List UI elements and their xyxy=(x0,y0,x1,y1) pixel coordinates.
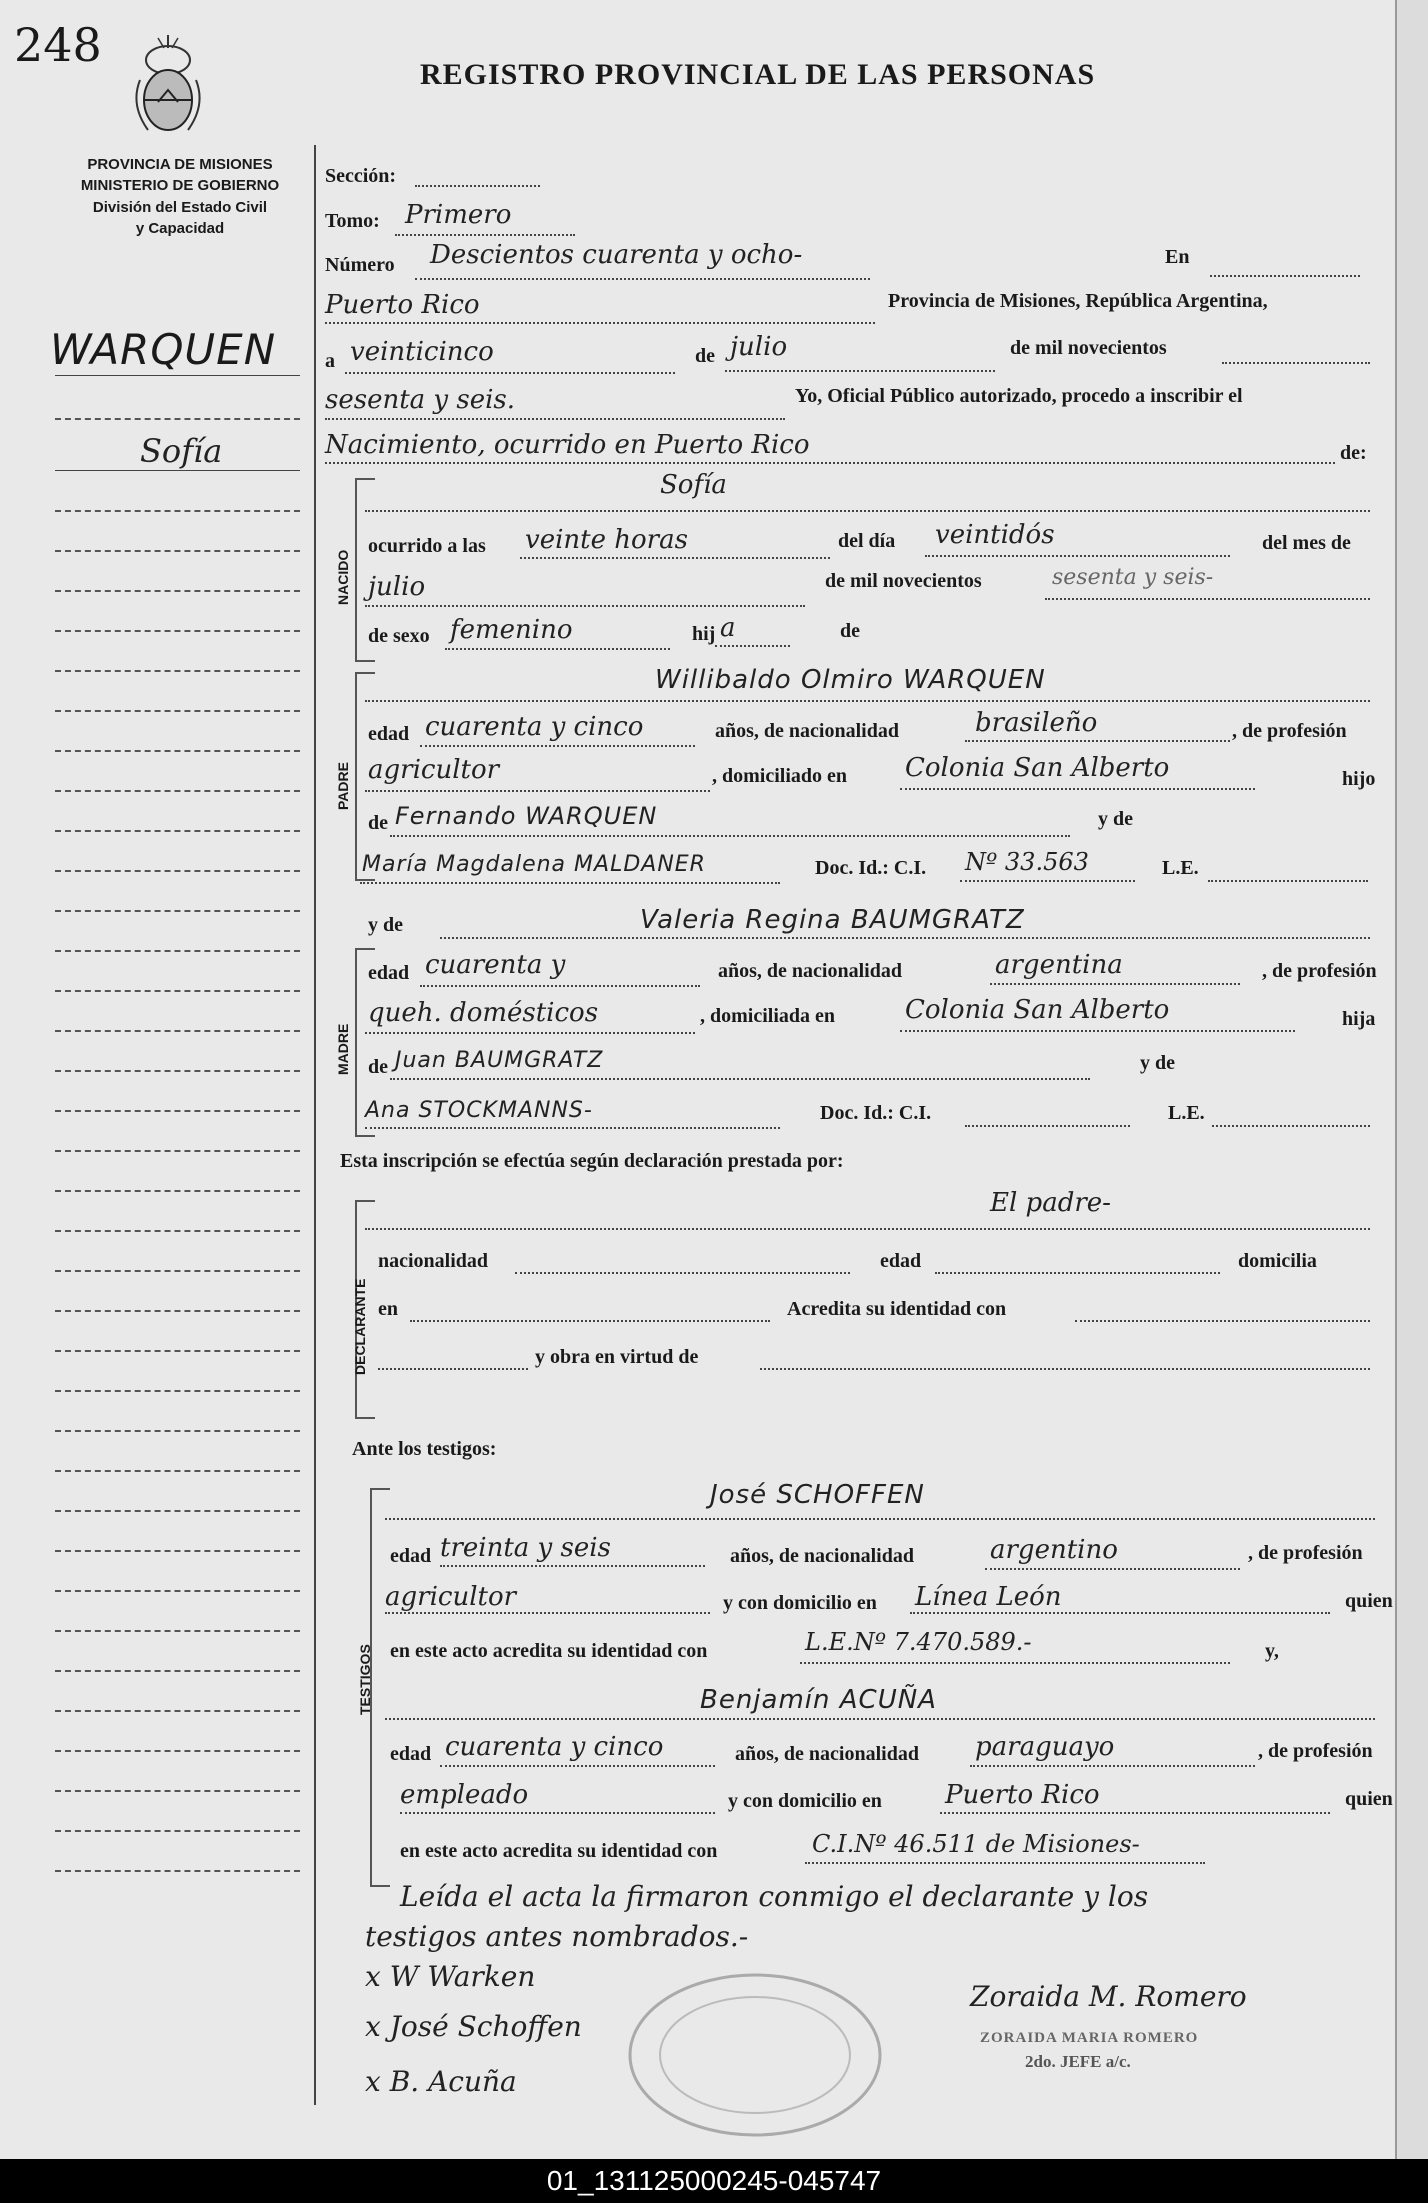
madre-dom-value: Colonia San Alberto xyxy=(905,995,1170,1025)
a-label: a xyxy=(325,350,335,372)
de-colon: de: xyxy=(1340,442,1367,464)
signature-3: x B. Acuña xyxy=(365,2065,517,2098)
t1-edad-value: treinta y seis xyxy=(440,1533,611,1563)
padre-name: Willibaldo Olmiro WARQUEN xyxy=(655,665,1046,695)
declarante-side-label: DECLARANTE xyxy=(352,1278,368,1375)
declarante-intro: Esta inscripción se efectúa según declaración prestada por: xyxy=(340,1150,844,1172)
madre-y-de-label: y de xyxy=(368,914,403,936)
document-footer-id: 01_131125000245-045747 xyxy=(0,2159,1428,2203)
t1-anos-label: años, de nacionalidad xyxy=(730,1545,914,1567)
t1-y-label: y, xyxy=(1265,1640,1279,1662)
madre-prof-value: queh. domésticos xyxy=(368,998,599,1028)
document-title: REGISTRO PROVINCIAL DE LAS PERSONAS xyxy=(420,58,1096,91)
page-number: 248 xyxy=(14,18,102,72)
madre-y-de2-label: y de xyxy=(1140,1052,1175,1074)
numero-label: Número xyxy=(325,254,395,276)
madre-mother-value: Ana STOCKMANNS- xyxy=(365,1098,593,1123)
padre-doc-label: Doc. Id.: C.I. xyxy=(815,857,927,879)
mil-text: de mil novecientos xyxy=(1010,337,1167,359)
padre-doc-value: Nº 33.563 xyxy=(965,848,1089,876)
nacido-mil-label: de mil novecientos xyxy=(825,570,982,592)
official-stamp-name: ZORAIDA MARIA ROMERO xyxy=(980,2030,1199,2046)
margin-surname: WARQUEN xyxy=(50,325,277,374)
testigos-intro: Ante los testigos: xyxy=(352,1438,497,1460)
padre-edad-label: edad xyxy=(368,723,410,745)
madre-edad-label: edad xyxy=(368,962,410,984)
madre-side-label: MADRE xyxy=(335,1023,351,1075)
t1-dom-value: Línea León xyxy=(915,1582,1062,1612)
official-signature: Zoraida M. Romero xyxy=(970,1980,1247,2013)
en-label: En xyxy=(1165,246,1190,268)
declarante-en-label: en xyxy=(378,1298,398,1320)
margin-given-name: Sofía xyxy=(140,432,223,470)
closing-line-1: Leída el acta la firmaron conmigo el declarante y los xyxy=(400,1880,1149,1913)
padre-le-label: L.E. xyxy=(1162,857,1199,879)
madre-prof-label: , de profesión xyxy=(1262,960,1377,982)
nacido-name: Sofía xyxy=(660,470,727,500)
padre-dom-label: , domiciliado en xyxy=(712,765,848,787)
birth-year-value: sesenta y seis- xyxy=(1052,565,1214,590)
madre-de-label: de xyxy=(368,1056,388,1078)
padre-father-value: Fernando WARQUEN xyxy=(395,802,658,830)
nacido-de-label: de xyxy=(840,620,860,642)
madre-doc-label: Doc. Id.: C.I. xyxy=(820,1102,932,1124)
padre-anos-label: años, de nacionalidad xyxy=(715,720,899,742)
signature-1: x W Warken xyxy=(365,1960,536,1993)
t2-edad-label: edad xyxy=(390,1743,432,1765)
birth-month-value: julio xyxy=(368,572,426,602)
t2-acredita-label: en este acto acredita su identidad con xyxy=(400,1840,718,1862)
declarante-nac-label: nacionalidad xyxy=(378,1250,489,1272)
t2-name: Benjamín ACUÑA xyxy=(700,1685,937,1715)
hour-value: veinte horas xyxy=(525,525,688,555)
hij-label: hij xyxy=(692,623,716,645)
madre-anos-label: años, de nacionalidad xyxy=(718,960,902,982)
del-mes-label: del mes de xyxy=(1262,532,1351,554)
oficial-text: Yo, Oficial Público autorizado, procedo a inscribir el xyxy=(795,385,1243,407)
act-value: Nacimiento, ocurrido en Puerto Rico xyxy=(325,430,810,460)
padre-side-label: PADRE xyxy=(335,762,351,810)
padre-de-label: de xyxy=(368,812,388,834)
t1-nac-value: argentino xyxy=(990,1535,1118,1565)
signature-2: x José Schoffen xyxy=(365,2010,582,2043)
month-value: julio xyxy=(730,332,788,362)
declarante-domicilia-label: domicilia xyxy=(1238,1250,1317,1272)
t2-quien-label: quien xyxy=(1345,1788,1393,1810)
t1-acredita-label: en este acto acredita su identidad con xyxy=(390,1640,708,1662)
t2-prof-label: , de profesión xyxy=(1258,1740,1373,1762)
t1-name: José SCHOFFEN xyxy=(710,1480,925,1510)
sexo-value: femenino xyxy=(450,615,573,645)
agency-line-4: y Capacidad xyxy=(135,220,225,237)
t1-edad-label: edad xyxy=(390,1545,432,1567)
del-dia-label: del día xyxy=(838,530,896,552)
t2-doc-value: C.I.Nº 46.511 de Misiones- xyxy=(812,1830,1140,1858)
closing-line-2: testigos antes nombrados.- xyxy=(365,1920,749,1953)
birth-day-value: veintidós xyxy=(935,520,1055,550)
t2-anos-label: años, de nacionalidad xyxy=(735,1743,919,1765)
declarante-acredita-label: Acredita su identidad con xyxy=(787,1298,1007,1320)
madre-name: Valeria Regina BAUMGRATZ xyxy=(640,905,1025,935)
padre-dom-value: Colonia San Alberto xyxy=(905,753,1170,783)
sexo-label: de sexo xyxy=(368,625,430,647)
padre-y-de-label: y de xyxy=(1098,808,1133,830)
agency-line-1: PROVINCIA DE MISIONES xyxy=(87,156,273,173)
year-value: sesenta y seis. xyxy=(325,385,516,415)
t1-con-dom-label: y con domicilio en xyxy=(723,1592,877,1614)
testigos-side-label: TESTIGOS xyxy=(357,1644,373,1715)
hij-value: a xyxy=(720,613,736,643)
madre-edad-value: cuarenta y xyxy=(425,950,566,980)
numero-value: Descientos cuarenta y ocho- xyxy=(430,240,803,270)
t2-dom-value: Puerto Rico xyxy=(945,1780,1100,1810)
madre-nac-value: argentina xyxy=(995,950,1123,980)
official-seal-icon xyxy=(620,1960,890,2140)
t2-nac-value: paraguayo xyxy=(975,1732,1115,1762)
t1-quien-label: quien xyxy=(1345,1590,1393,1612)
agency-line-3: División del Estado Civil xyxy=(92,199,268,216)
declarante-value: El padre- xyxy=(990,1188,1111,1218)
declarante-edad-label: edad xyxy=(880,1250,922,1272)
madre-hija-label: hija xyxy=(1342,1008,1376,1030)
seccion-label: Sección: xyxy=(325,165,397,187)
nacido-side-label: NACIDO xyxy=(335,549,351,605)
agency-line-2: MINISTERIO DE GOBIERNO xyxy=(80,177,280,194)
coat-of-arms-icon xyxy=(128,30,208,140)
declarante-obra-label: y obra en virtud de xyxy=(535,1346,699,1368)
madre-le-label: L.E. xyxy=(1168,1102,1205,1124)
padre-mother-value: María Magdalena MALDANER xyxy=(362,852,706,877)
padre-prof-value: agricultor xyxy=(368,755,500,785)
padre-hijo-label: hijo xyxy=(1342,768,1376,790)
t2-prof-value: empleado xyxy=(400,1780,529,1810)
t1-prof-label: , de profesión xyxy=(1248,1542,1363,1564)
provincia-text: Provincia de Misiones, República Argentina, xyxy=(888,290,1268,312)
t2-edad-value: cuarenta y cinco xyxy=(445,1732,664,1762)
padre-edad-value: cuarenta y cinco xyxy=(425,712,644,742)
day-value: veinticinco xyxy=(350,337,494,367)
t1-prof-value: agricultor xyxy=(385,1582,517,1612)
padre-prof-label: , de profesión xyxy=(1232,720,1347,742)
madre-dom-label: , domiciliada en xyxy=(700,1005,836,1027)
t2-con-dom-label: y con domicilio en xyxy=(728,1790,882,1812)
tomo-value: Primero xyxy=(405,200,512,230)
de-label: de xyxy=(695,345,715,367)
place-value: Puerto Rico xyxy=(325,290,480,320)
madre-father-value: Juan BAUMGRATZ xyxy=(395,1048,604,1073)
t1-doc-value: L.E.Nº 7.470.589.- xyxy=(805,1628,1032,1656)
tomo-label: Tomo: xyxy=(325,210,380,232)
padre-nac-value: brasileño xyxy=(975,708,1098,738)
ocurrido-label: ocurrido a las xyxy=(368,535,486,557)
official-stamp-title: 2do. JEFE a/c. xyxy=(1025,2052,1131,2071)
